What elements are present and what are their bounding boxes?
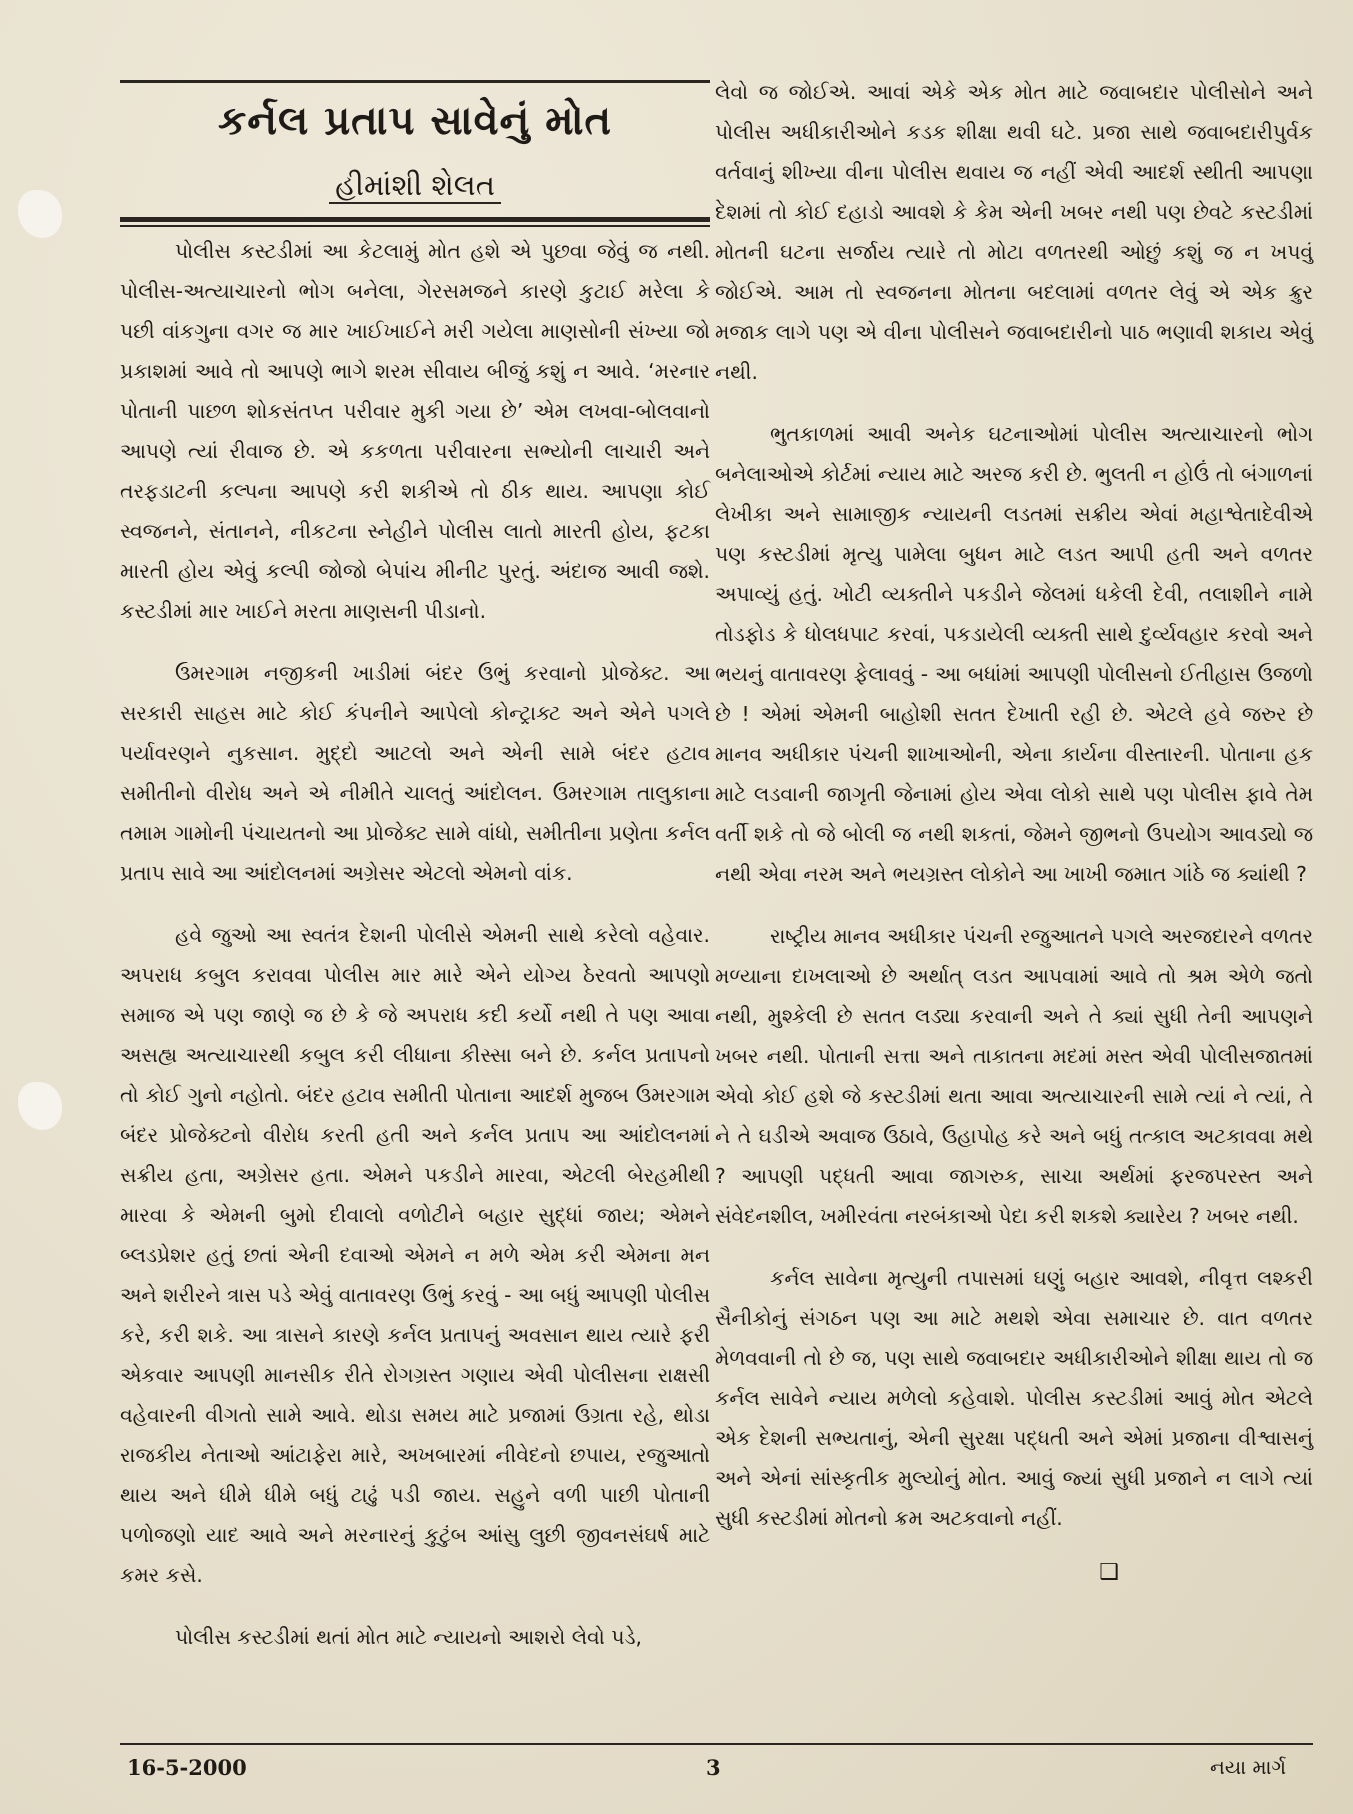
paragraph: પોલીસ કસ્ટડીમાં આ કેટલામું મોત હશે એ પુછવા જેવું જ નથી. પોલીસ-અત્યાચારનો ભોગ બનેલા, ગેરસમજને કારણે કુટાઈ મરેલા કે પછી વાંકગુના વગર જ માર ખાઈખાઈને મરી ગયેલા માણસોની સંખ્યા જો પ્રકાશમાં આવે તો આપણે ભાગે શરમ સીવાય બીજું કશું ન આવે. ‘મરનાર પોતાની પાછળ શોકસંતપ્ત પરીવાર મુકી ગયા છે’ એમ લખવા-બોલવાનો આપણે ત્યાં રીવાજ છે. એ કકળતા પરીવારના સભ્યોની લાચારી અને તરફડાટની કલ્પના આપણે કરી શકીએ તો ઠીક થાય. આપણા કોઈ સ્વજનને, સંતાનને, નીકટના સ્નેહીને પોલીસ લાતો મારતી હોય, ફટકા મારતી હોય એવું કલ્પી જોજો બેપાંચ મીનીટ પુરતું. અંદાજ આવી જશે. કસ્ટડીમાં માર ખાઈને મરતા માણસની પીડાનો. xyxy=(120,239,710,623)
right-column xyxy=(715,72,1313,1585)
paragraph: લેવો જ જોઈએ. આવાં એકે એક મોત માટે જવાબદાર પોલીસોને અને પોલીસ અધીકારીઓને કડક શીક્ષા થવી ઘટે. પ્રજા સાથે જવાબદારીપુર્વક વર્તવાનું શીખ્યા વીના પોલીસ થવાય જ નહીં એવી આદર્શ સ્થીતી આપણા દેશમાં તો કોઈ દહાડો આવશે કે કેમ એની ખબર નથી પણ છેવટે કસ્ટડીમાં મોતની ઘટના સર્જાય ત્યારે તો મોટા વળતરથી ઓછું કશું જ ન ખપવું જોઈએ. આમ તો સ્વજનના મોતના બદલામાં વળતર લેવું એ એક ક્રુર મજાક લાગે પણ એ વીના પોલીસને જવાબદારીનો પાઠ ભણાવી શકાય એવું નથી. xyxy=(715,80,1313,384)
end-of-article-mark: ❑ xyxy=(1099,1560,1119,1585)
paragraph: કર્નલ સાવેના મૃત્યુની તપાસમાં ઘણું બહાર આવશે, નીવૃત્ત લશ્કરી સૈનીકોનું સંગઠન પણ આ માટે મથશે એવા સમાચાર છે. વાત વળતર મેળવવાની તો છે જ, પણ સાથે જવાબદાર અધીકારીઓને શીક્ષા થાય તો જ કર્નલ સાવેને ન્યાય મળેલો કહેવાશે. પોલીસ કસ્ટડીમાં આવું મોત એટલે એક દેશની સભ્યતાનું, એની સુરક્ષા પદ્ધતી અને એમાં પ્રજાના વીશ્વાસનું અને એનાં સાંસ્કૃતીક મુલ્યોનું મોત. આવું જ્યાં સુધી પ્રજાને ન લાગે ત્યાં સુધી કસ્ટડીમાં મોતનો ક્રમ અટકવાનો નહીં. xyxy=(715,1266,1313,1530)
title-top-rule xyxy=(120,80,710,83)
paragraph: હવે જુઓ આ સ્વતંત્ર દેશની પોલીસે એમની સાથે કરેલો વહેવાર. અપરાધ કબુલ કરાવવા પોલીસ માર મારે એને યોગ્ય ઠેરવતો આપણો સમાજ એ પણ જાણે જ છે કે જે અપરાધ કદી કર્યો નથી તે પણ આવા અસહ્ય અત્યાચારથી કબુલ કરી લીધાના કીસ્સા બને છે. કર્નલ પ્રતાપનો તો કોઈ ગુનો નહોતો. બંદર હટાવ સમીતી પોતાના આદર્શ મુજબ ઉમરગામ બંદર પ્રોજેક્ટનો વીરોધ કરતી હતી અને કર્નલ પ્રતાપ આ આંદોલનમાં સક્રીય હતા, અગ્રેસર હતા. એમને પકડીને મારવા, એટલી બેરહમીથી મારવા કે એમની બુમો દીવાલો વળોટીને બહાર સુદ્ધાં જાય; એમને બ્લડપ્રેશર હતું છતાં એની દવાઓ એમને ન મળે એમ કરી એમના મન અને શરીરને ત્રાસ પડે એવું વાતાવરણ ઉભું કરવું - આ બધું આપણી પોલીસ કરે, કરી શકે. આ ત્રાસને કારણે કર્નલ પ્રતાપનું અવસાન થાય ત્યારે ફરી એકવાર આપણી માનસીક રીતે રોગગ્રસ્ત ગણાય એવી પોલીસના રાક્ષસી વહેવારની વીગતો સામે આવે. થોડા સમય માટે પ્રજામાં ઉગ્રતા રહે, થોડા રાજકીય નેતાઓ આંટાફેરા મારે, અખબારમાં નીવેદનો છપાય, રજુઆતો થાય અને ધીમે ધીમે બધું ટાઢું પડી જાય. સહુને વળી પાછી પોતાની પળોજણો યાદ આવે અને મરનારનું કુટુંબ આંસુ લુછી જીવનસંઘર્ષ માટે કમર કસે. xyxy=(120,923,710,1587)
binder-hole xyxy=(18,190,62,238)
article-title: કર્નલ પ્રતાપ સાવેનું મોત xyxy=(218,98,612,144)
binder-hole xyxy=(18,1082,62,1130)
footer-date: 16-5-2000 xyxy=(127,1755,247,1780)
paragraph: ઉમરગામ નજીકની ખાડીમાં બંદર ઉભું કરવાનો પ્રોજેક્ટ. આ સરકારી સાહસ માટે કોઈ કંપનીને આપેલો કોન્ટ્રાક્ટ અને એને પગલે પર્યાવરણને નુકસાન. મુદ્દો આટલો અને એની સામે બંદર હટાવ સમીતીનો વીરોધ અને એ નીમીતે ચાલતું આંદોલન. ઉમરગામ તાલુકાના તમામ ગામોની પંચાયતનો આ પ્રોજેક્ટ સામે વાંધો, સમીતીના પ્રણેતા કર્નલ પ્રતાપ સાવે આ આંદોલનમાં અગ્રેસર એટલો એમનો વાંક. xyxy=(120,661,710,885)
header-double-rule xyxy=(120,217,710,227)
footer-magazine-name: નયા માર્ગ xyxy=(1210,1755,1287,1779)
author-name: હીમાંશી શેલત xyxy=(329,168,501,204)
footer-rule xyxy=(120,1743,1313,1745)
paragraph: રાષ્ટ્રીય માનવ અધીકાર પંચની રજુઆતને પગલે અરજદારને વળતર મળ્યાના દાખલાઓ છે અર્થાત્ લડત આપવામાં આવે તો શ્રમ એળે જતો નથી, મુશ્કેલી છે સતત લડ્યા કરવાની અને તે ક્યાં સુધી તેની આપણને ખબર નથી. પોતાની સત્તા અને તાકાતના મદમાં મસ્ત એવી પોલીસજાતમાં એવો કોઈ હશે જે કસ્ટડીમાં થતા આવા અત્યાચારની સામે ત્યાં ને ત્યાં, તે ને તે ઘડીએ અવાજ ઉઠાવે, ઉહાપોહ કરે અને બધું તત્કાલ અટકાવવા મથે ? આપણી પદ્ધતી આવા જાગરુક, સાચા અર્થમાં ફરજપરસ્ત અને સંવેદનશીલ, ખમીરવંતા નરબંકાઓ પેદા કરી શકશે ક્યારેય ? ખબર નથી. xyxy=(715,924,1313,1228)
paragraph: પોલીસ કસ્ટડીમાં થતાં મોત માટે ન્યાયનો આશરો લેવો પડે, xyxy=(175,1625,642,1649)
footer-page-number: 3 xyxy=(706,1755,721,1780)
article-author xyxy=(120,163,710,207)
left-column xyxy=(120,80,710,1679)
paragraph: ભુતકાળમાં આવી અનેક ઘટનાઓમાં પોલીસ અત્યાચારનો ભોગ બનેલાઓએ કોર્ટમાં ન્યાય માટે અરજ કરી છે. ભુલતી ન હોઉં તો બંગાળનાં લેખીકા અને સામાજીક ન્યાયની લડતમાં સક્રીય એવાં મહાશ્વેતાદેવીએ પણ કસ્ટડીમાં મૃત્યુ પામેલા બુધન માટે લડત આપી હતી અને વળતર અપાવ્યું હતું. ખોટી વ્યક્તીને પકડીને જેલમાં ધકેલી દેવી, તલાશીને નામે તોડફોડ કે ધોલધપાટ કરવાં, પકડાયેલી વ્યક્તી સાથે દુર્વ્યવહાર કરવો અને ભયનું વાતાવરણ ફેલાવવું - આ બધાંમાં આપણી પોલીસનો ઈતીહાસ ઉજળો છે ! એમાં એમની બાહોશી સતત દેખાતી રહી છે. એટલે હવે જરુર છે માનવ અધીકાર પંચની શાખાઓની, એના કાર્યના વીસ્તારની. પોતાના હક માટે લડવાની જાગૃતી જેનામાં હોય એવા લોકો સાથે પણ પોલીસ ફાવે તેમ વર્તી શકે તો જે બોલી જ નથી શકતાં, જેમને જીભનો ઉપયોગ આવડ્યો જ નથી એવા નરમ અને ભયગ્રસ્ત લોકોને આ ખાખી જમાત ગાંઠે જ ક્યાંથી ? xyxy=(715,422,1313,886)
